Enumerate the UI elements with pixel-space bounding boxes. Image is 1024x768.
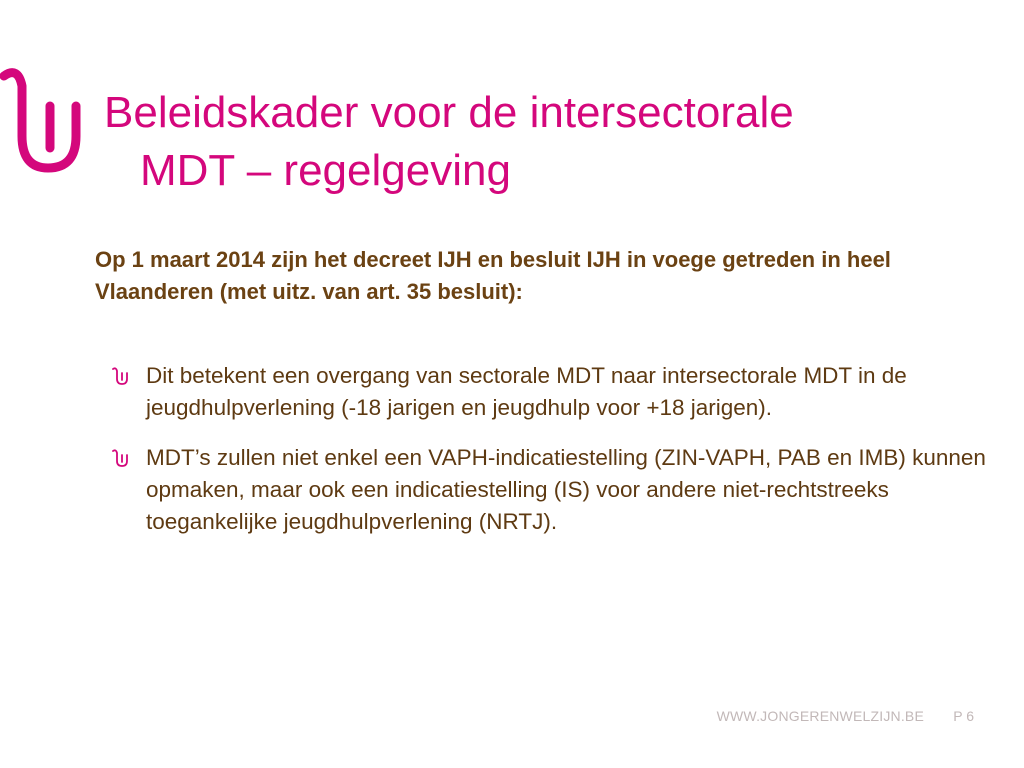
jw-bullet-icon — [112, 366, 132, 386]
slide-title — [104, 84, 984, 200]
bullet-item — [112, 360, 992, 424]
bullet-list — [112, 360, 992, 556]
jw-logo-icon — [0, 62, 84, 178]
bullet-text: MDT’s zullen niet enkel een VAPH-indicatiestelling (ZIN-VAPH, PAB en IMB) kunnen opmaken, maar ook een indicatiestelling (IS) voor andere niet-rechtstreeks toegankelijke jeugdhulpverlening (NRTJ). — [146, 445, 986, 534]
jw-bullet-icon — [112, 448, 132, 468]
bullet-text: Dit betekent een overgang van sectorale MDT naar intersectorale MDT in de jeugdhulpverlening (-18 jarigen en jeugdhulp voor +18 jarigen). — [146, 363, 907, 420]
title-line-1: Beleidskader voor de intersectorale — [104, 88, 794, 137]
page-number: P 6 — [953, 708, 974, 724]
bullet-item — [112, 442, 992, 538]
footer-url: WWW.JONGERENWELZIJN.BE — [716, 708, 924, 724]
title-line-2: MDT – regelgeving — [140, 146, 511, 195]
intro-text: Op 1 maart 2014 zijn het decreet IJH en besluit IJH in voege getreden in heel Vlaanderen (met uitz. van art. 35 besluit): — [95, 247, 891, 304]
